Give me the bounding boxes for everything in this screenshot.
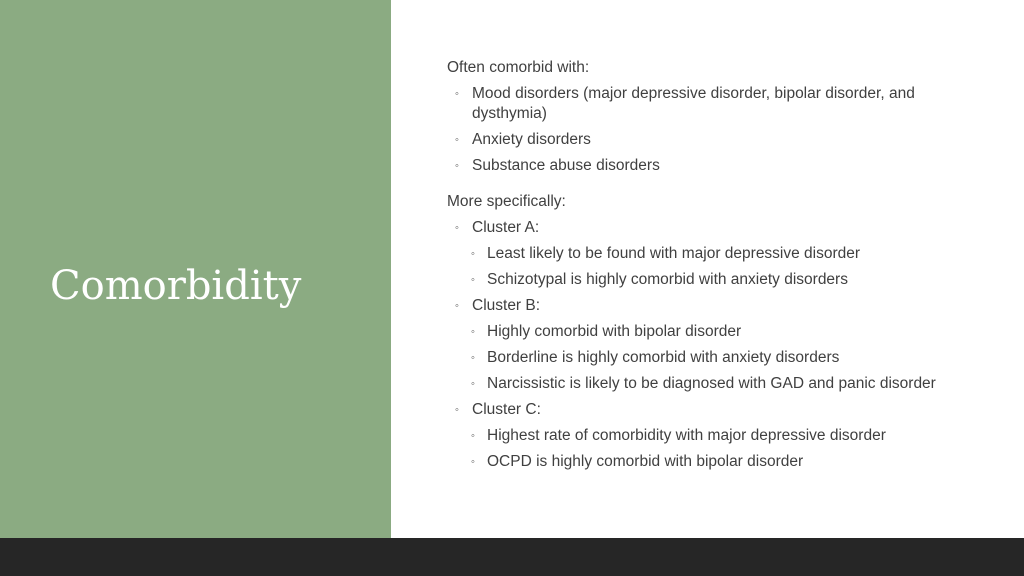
list-item-text: Anxiety disorders bbox=[472, 131, 591, 148]
list-item-text: Substance abuse disorders bbox=[472, 157, 660, 174]
bullet-icon: ◦ bbox=[455, 134, 459, 146]
bullet-icon: ◦ bbox=[471, 430, 475, 442]
content-body bbox=[447, 58, 947, 472]
bullet-icon: ◦ bbox=[471, 378, 475, 390]
list-item bbox=[447, 348, 947, 368]
list-item bbox=[447, 244, 947, 264]
bullet-icon: ◦ bbox=[455, 160, 459, 172]
list-item-text: Narcissistic is likely to be diagnosed with GAD and panic disorder bbox=[487, 375, 936, 392]
often-comorbid-list bbox=[447, 84, 947, 176]
list-item-text: Cluster C: bbox=[472, 401, 541, 418]
section-heading-more-specifically: More specifically: bbox=[447, 193, 566, 210]
bullet-icon: ◦ bbox=[471, 352, 475, 364]
list-item bbox=[447, 130, 947, 150]
left-color-panel bbox=[0, 0, 391, 538]
bullet-icon: ◦ bbox=[455, 222, 459, 234]
list-item bbox=[447, 84, 947, 124]
bullet-icon: ◦ bbox=[471, 274, 475, 286]
list-item bbox=[447, 322, 947, 342]
list-item bbox=[447, 426, 947, 446]
list-item-text: OCPD is highly comorbid with bipolar disorder bbox=[487, 453, 804, 470]
bullet-icon: ◦ bbox=[455, 88, 459, 100]
list-item-text: Schizotypal is highly comorbid with anxiety disorders bbox=[487, 271, 848, 288]
section-spacer bbox=[447, 176, 947, 192]
bullet-icon: ◦ bbox=[455, 300, 459, 312]
list-item-text: Least likely to be found with major depressive disorder bbox=[487, 245, 861, 262]
list-item bbox=[447, 374, 947, 394]
cluster-a-item bbox=[447, 218, 947, 238]
list-item-text: Cluster B: bbox=[472, 297, 541, 314]
list-item bbox=[447, 452, 947, 472]
list-item bbox=[447, 270, 947, 290]
bullet-icon: ◦ bbox=[471, 248, 475, 260]
cluster-b-item bbox=[447, 296, 947, 316]
section-heading-often-comorbid: Often comorbid with: bbox=[447, 59, 590, 76]
footer-bar bbox=[0, 538, 1024, 576]
cluster-c-item bbox=[447, 400, 947, 420]
list-item-text: Highly comorbid with bipolar disorder bbox=[487, 323, 742, 340]
list-item-text: Borderline is highly comorbid with anxiety disorders bbox=[487, 349, 840, 366]
bullet-icon: ◦ bbox=[471, 456, 475, 468]
slide-title: Comorbidity bbox=[50, 263, 302, 309]
more-specifically-list bbox=[447, 218, 947, 472]
list-item-text: Highest rate of comorbidity with major depressive disorder bbox=[487, 427, 886, 444]
list-item-text: Cluster A: bbox=[472, 219, 540, 236]
bullet-icon: ◦ bbox=[455, 404, 459, 416]
bullet-icon: ◦ bbox=[471, 326, 475, 338]
list-item bbox=[447, 156, 947, 176]
list-item-text: Mood disorders (major depressive disorder, bipolar disorder, and dysthymia) bbox=[472, 85, 915, 122]
